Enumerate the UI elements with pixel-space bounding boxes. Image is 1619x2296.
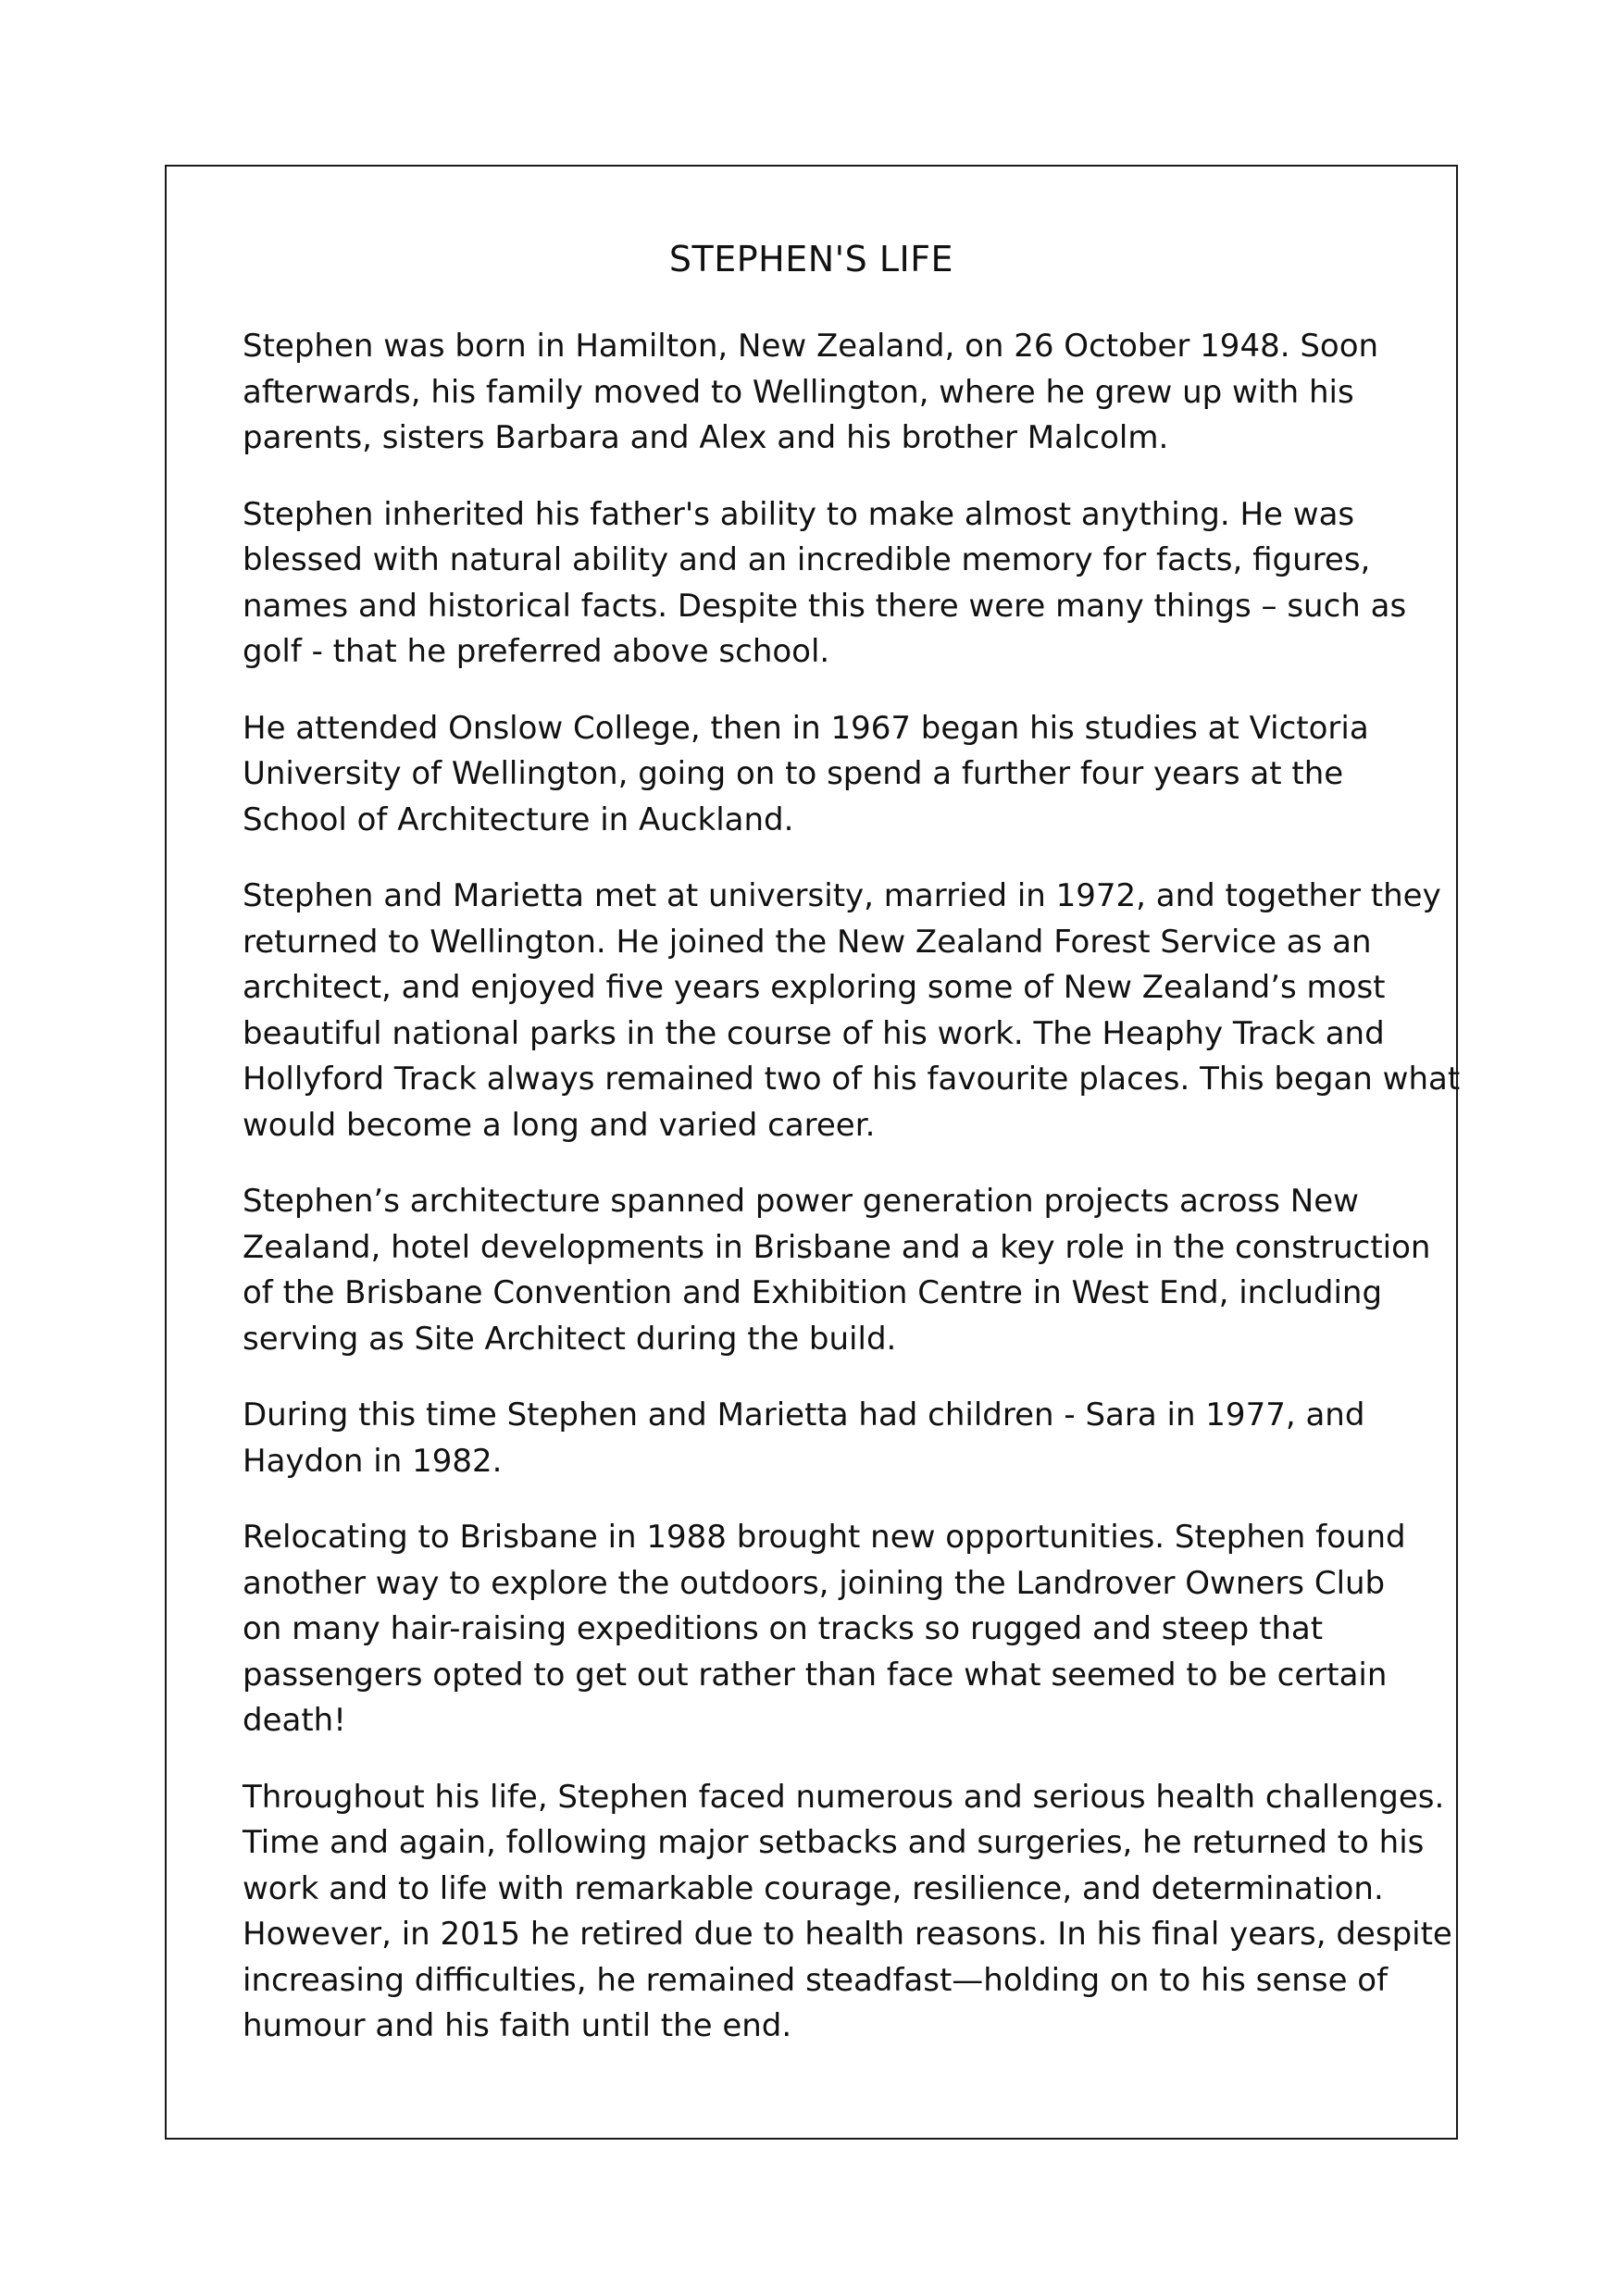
- paragraph-line: increasing difficulties, he remained steadfast—holding on to his sense of: [243, 1961, 1389, 1999]
- page-title: STEPHEN'S LIFE: [668, 239, 954, 279]
- paragraph-line: beautiful national parks in the course of his work. The Heaphy Track and: [243, 1014, 1385, 1052]
- paragraph-line: blessed with natural ability and an incredible memory for facts, figures,: [243, 541, 1371, 578]
- paragraph-line: humour and his faith until the end.: [243, 2007, 792, 2044]
- biography-body: [243, 324, 1461, 2080]
- paragraph-line: parents, sisters Barbara and Alex and his brother Malcolm.: [243, 419, 1169, 456]
- paragraph-line: another way to explore the outdoors, joining the Landrover Owners Club: [243, 1564, 1386, 1602]
- biography-paragraph: [243, 1179, 1446, 1362]
- paragraph-line: returned to Wellington. He joined the New Zealand Forest Service as an: [243, 923, 1372, 961]
- paragraph-line: School of Architecture in Auckland.: [243, 800, 794, 838]
- paragraph-line: Throughout his life, Stephen faced numerous and serious health challenges.: [243, 1778, 1445, 1816]
- paragraph-line: He attended Onslow College, then in 1967 began his studies at Victoria: [243, 709, 1369, 747]
- paragraph-line: University of Wellington, going on to spend a further four years at the: [243, 755, 1344, 792]
- paragraph-line: Stephen inherited his father's ability to make almost anything. He was: [243, 495, 1355, 533]
- paragraph-line: Hollyford Track always remained two of his favourite places. This began what: [243, 1061, 1461, 1098]
- biography-paragraph: [243, 492, 1446, 676]
- paragraph-line: golf - that he preferred above school.: [243, 633, 830, 670]
- paragraph-line: passengers opted to get out rather than face what seemed to be certain: [243, 1656, 1388, 1694]
- paragraph-line: Zealand, hotel developments in Brisbane and a key role in the construction: [243, 1228, 1431, 1266]
- paragraph-line: serving as Site Architect during the build.: [243, 1320, 897, 1358]
- paragraph-line: Relocating to Brisbane in 1988 brought new opportunities. Stephen found: [243, 1519, 1406, 1556]
- biography-paragraph: [243, 324, 1446, 462]
- biography-paragraph: [243, 1393, 1446, 1484]
- paragraph-line: architect, and enjoyed five years exploring some of New Zealand’s most: [243, 969, 1386, 1006]
- biography-paragraph: [243, 1515, 1446, 1744]
- paragraph-line: death!: [243, 1702, 346, 1739]
- paragraph-line: work and to life with remarkable courage, resilience, and determination.: [243, 1869, 1384, 1907]
- paragraph-line: of the Brisbane Convention and Exhibition Centre in West End, including: [243, 1274, 1383, 1311]
- paragraph-line: Time and again, following major setbacks and surgeries, he returned to his: [243, 1824, 1425, 1861]
- paragraph-line: on many hair-raising expeditions on tracks so rugged and steep that: [243, 1610, 1324, 1647]
- paragraph-line: Stephen’s architecture spanned power generation projects across New: [243, 1183, 1359, 1220]
- biography-paragraph: [243, 706, 1446, 844]
- biography-paragraph: [243, 1775, 1452, 2050]
- page-border-frame: [165, 165, 1461, 2140]
- paragraph-line: However, in 2015 he retired due to health reasons. In his final years, despite: [243, 1916, 1452, 1953]
- paragraph-line: During this time Stephen and Marietta had children - Sara in 1977, and: [243, 1396, 1365, 1433]
- paragraph-line: would become a long and varied career.: [243, 1106, 876, 1144]
- paragraph-line: Stephen and Marietta met at university, married in 1972, and together they: [243, 877, 1441, 914]
- paragraph-line: Haydon in 1982.: [243, 1442, 503, 1480]
- paragraph-line: names and historical facts. Despite this there were many things – such as: [243, 587, 1407, 625]
- paragraph-line: Stephen was born in Hamilton, New Zealand, on 26 October 1948. Soon: [243, 328, 1379, 365]
- biography-paragraph: [243, 874, 1461, 1148]
- paragraph-line: afterwards, his family moved to Wellington, where he grew up with his: [243, 373, 1354, 411]
